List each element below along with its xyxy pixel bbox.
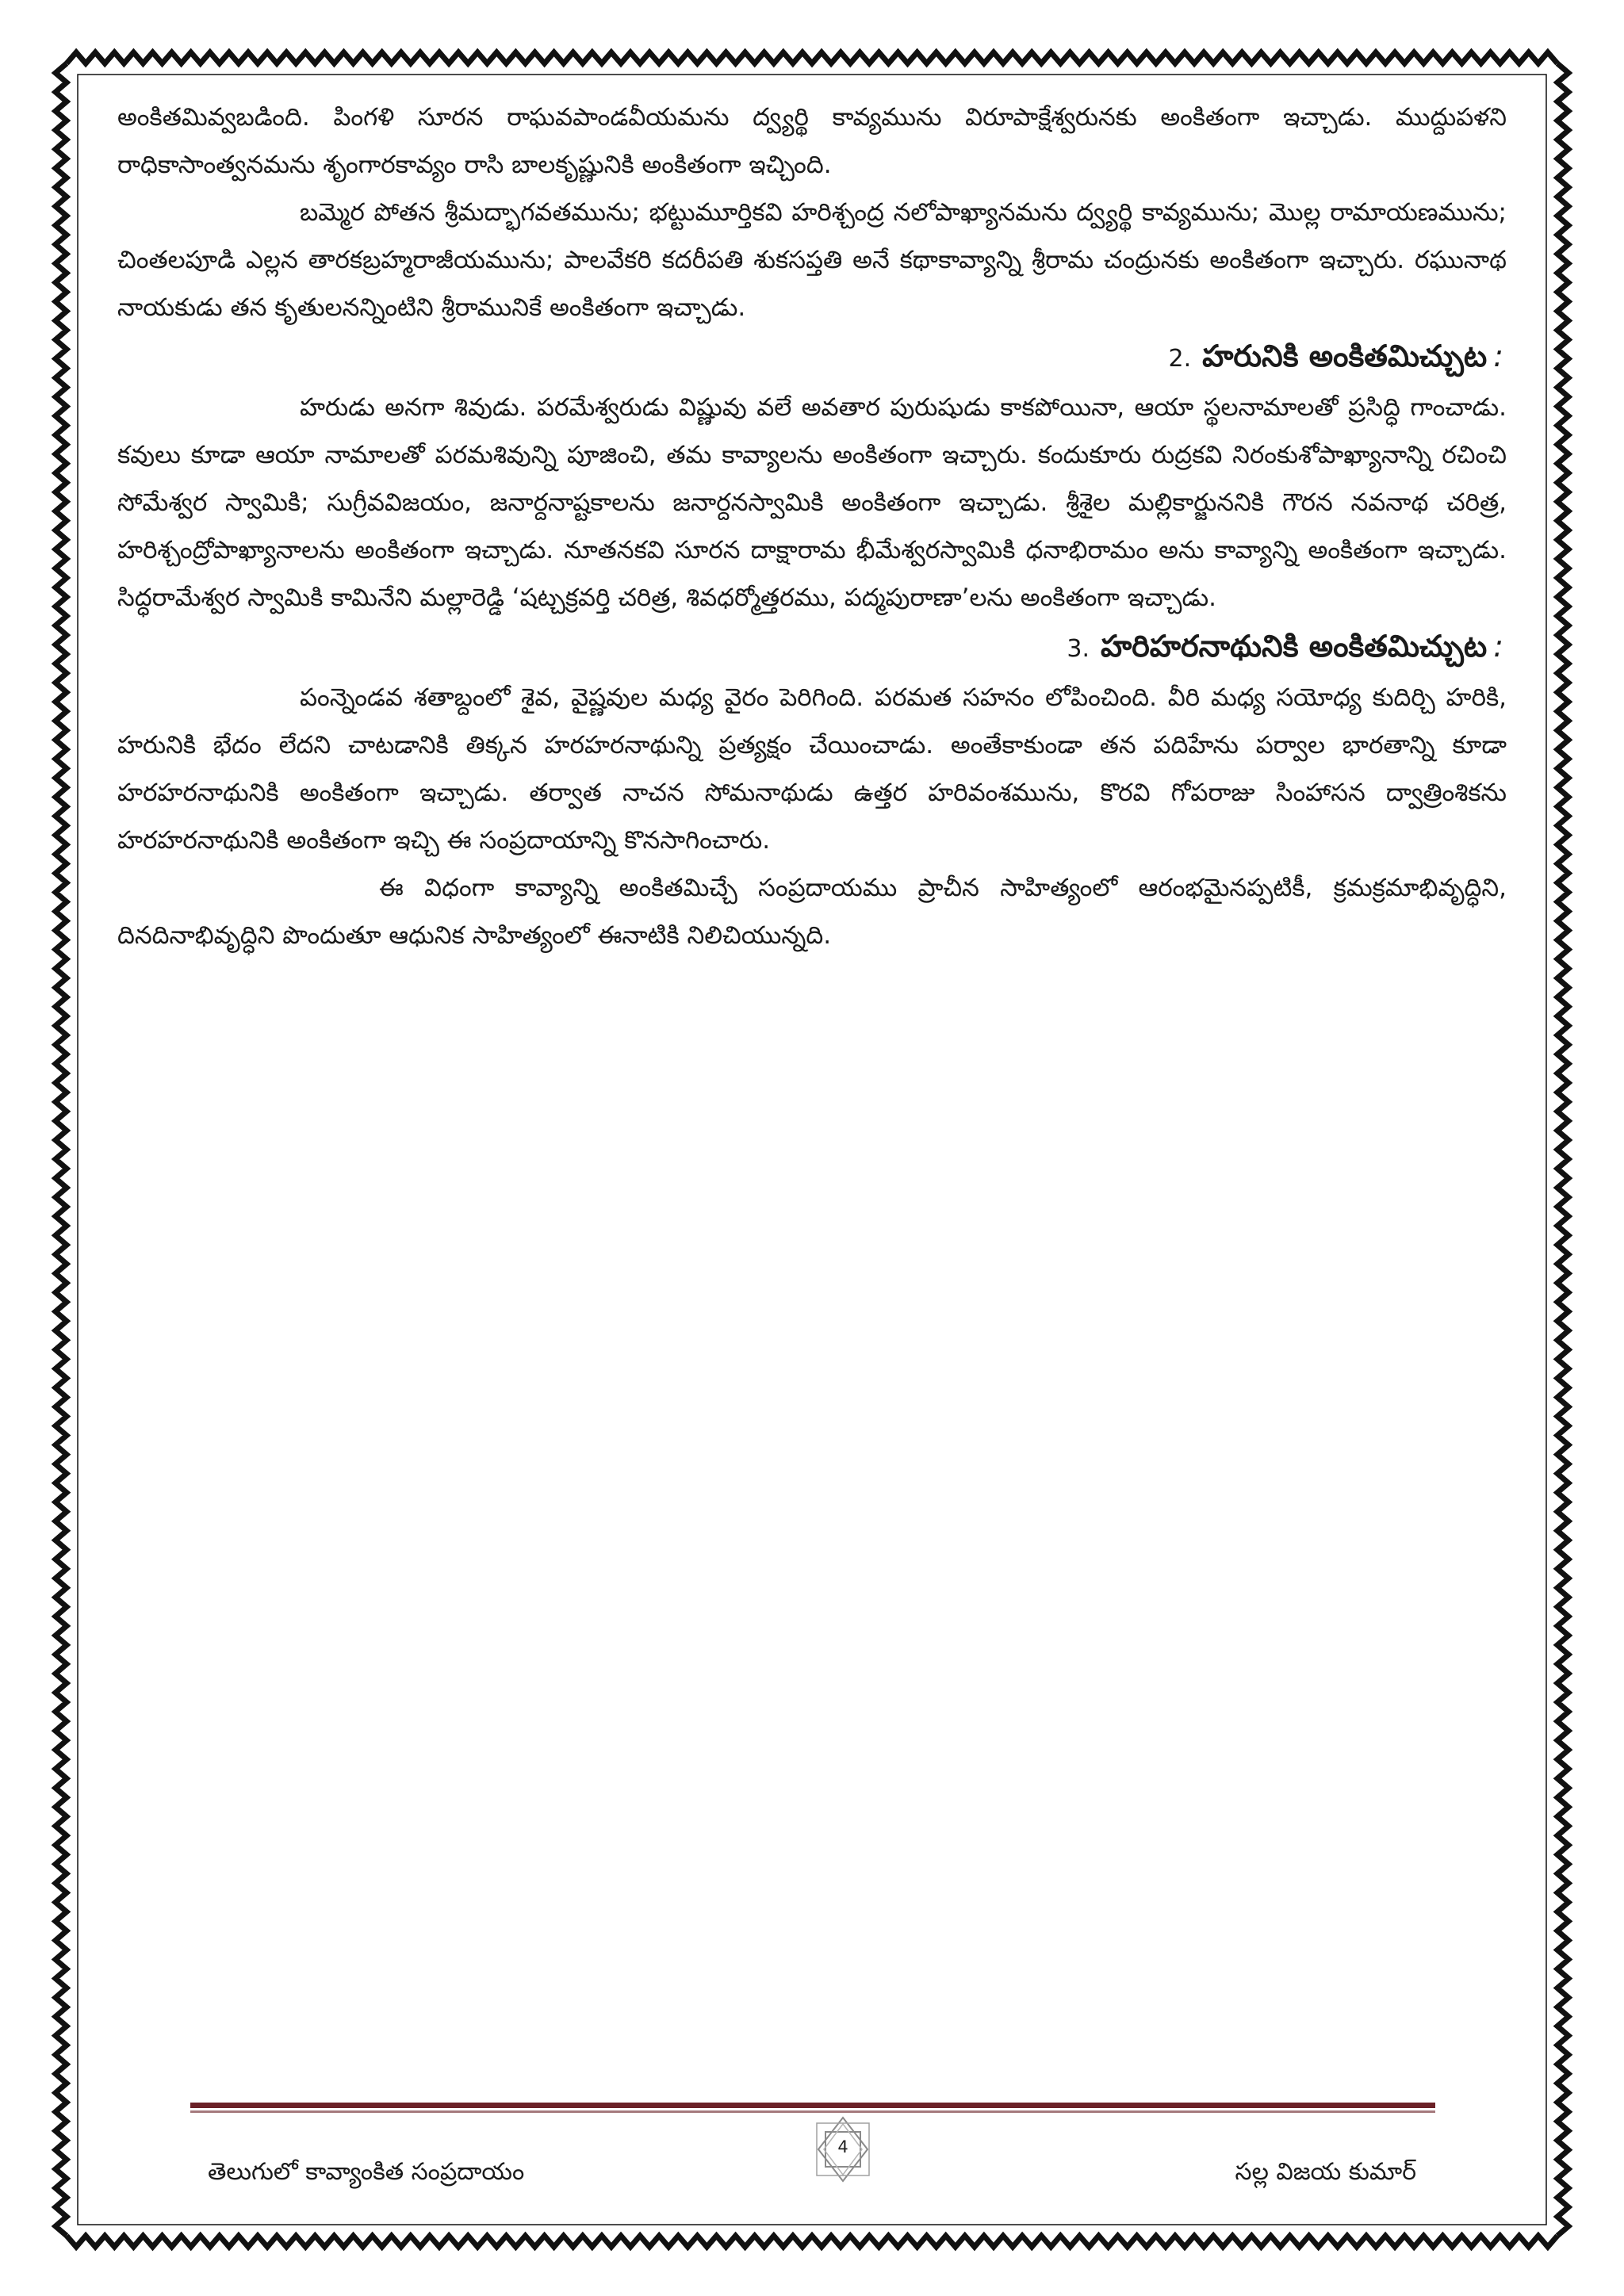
paragraph-rama-dedications: బమ్మెర పోతన శ్రీమద్భాగవతమును; భట్టుమూర్తికవి హరిశ్చంద్ర నలోపాఖ్యానమను ద్వ్యర్థి కావ్యమును; మొల్ల రామాయణమును; చింతలపూడి ఎల్లన తారకబ్రహ్మరాజీయమును; పాలవేకరి కదరీపతి శుకసప్తతి అనే కథాకావ్యాన్ని శ్రీరామ చంద్రునకు అంకితంగా ఇచ్చారు. రఘునాథ నాయకుడు తన కృతులనన్నింటిని శ్రీరామునికే అంకితంగా ఇచ్చాడు. [117, 198, 1507, 322]
paragraph-conclusion: ఈ విధంగా కావ్యాన్ని అంకితమిచ్చే సంప్రదాయము ప్రాచీన సాహిత్యంలో ఆరంభమైనప్పటికీ, క్రమక్రమాభివృద్ధిని, దినదినాభివృద్ధిని పొందుతూ ఆధునిక సాహిత్యంలో ఈనాటికి నిలిచియున్నది. [117, 874, 1507, 950]
paragraph-shiva-dedications: హరుడు అనగా శివుడు. పరమేశ్వరుడు విష్ణువు వలే అవతార పురుషుడు కాకపోయినా, ఆయా స్థలనామాలతో ప్రసిద్ధి గాంచాడు. కవులు కూడా ఆయా నామాలతో పరమశివున్ని పూజించి, తమ కావ్యాలను అంకితంగా ఇచ్చారు. కందుకూరు రుద్రకవి నిరంకుశోపాఖ్యానాన్ని రచించి సోమేశ్వర స్వామికి; సుగ్రీవవిజయం, జనార్దనాష్టకాలను జనార్దనస్వామికి అంకితంగా ఇచ్చాడు. శ్రీశైల మల్లికార్జుననికి గౌరన నవనాథ చరిత్ర, హరిశ్చంద్రోపాఖ్యానాలను అంకితంగా ఇచ్చాడు. నూతనకవి సూరన దాక్షారామ భీమేశ్వరస్వామికి ధనాభిరామం అను కావ్యాన్ని అంకితంగా ఇచ్చాడు. సిద్ధరామేశ్వర స్వామికి కామినేని మల్లారెడ్డి ‘షట్చక్రవర్తి చరిత్ర, శివధర్మోత్తరము, పద్మపురాణా’లను అంకితంగా ఇచ్చాడు. [117, 393, 1507, 612]
border-left-zigzag [56, 63, 67, 2236]
page-body [117, 94, 1507, 959]
section-title: హరిహరనాథునికి అంకితమిచ్చుట [1101, 629, 1488, 664]
section-title: హరునికి అంకితమిచ్చుట [1202, 339, 1488, 373]
border-right-zigzag [1557, 63, 1568, 2236]
paragraph-continuation: అంకితమివ్వబడింది. పింగళి సూరన రాఘవపాండవీయమను ద్వ్యర్థి కావ్యమును విరూపాక్షేశ్వరునకు అంకితంగా ఇచ్చాడు. ముద్దుపళని రాధికాసాంత్వనమను శృంగారకావ్యం రాసి బాలకృష్ణునికి అంకితంగా ఇచ్చింది. [117, 103, 1507, 179]
footer-author: సల్ల విజయ కుమార్ [1235, 2158, 1416, 2186]
section-heading-2 [117, 331, 1507, 384]
footer-book-title: తెలుగులో కావ్యాంకిత సంప్రదాయం [208, 2158, 525, 2186]
section-number: 3. [1067, 635, 1090, 663]
border-bottom-zigzag [67, 2236, 1557, 2247]
page-number: 4 [837, 2137, 848, 2156]
section-number: 2. [1168, 345, 1192, 373]
paragraph-harihara-dedications: పంన్నెండవ శతాబ్దంలో శైవ, వైష్ణవుల మధ్య వైరం పెరిగింది. పరమత సహనం లోపించింది. వీరి మధ్య సయోధ్య కుదిర్చి హరికి, హరునికి భేదం లేదని చాటడానికి తిక్కన హరహరనాథున్ని ప్రత్యక్షం చేయించాడు. అంతేకాకుండా తన పదిహేను పర్వాల భారతాన్ని కూడా హరహరనాథునికి అంకితంగా ఇచ్చాడు. తర్వాత నాచన సోమనాథుడు ఉత్తర హరివంశమును, కొరవి గోపరాజు సింహాసన ద్వాత్రింశికను హరహరనాథునికి అంకితంగా ఇచ్చి ఈ సంప్రదాయాన్ని కొనసాగించారు. [117, 683, 1507, 855]
section-heading-3 [117, 622, 1507, 674]
section-colon: : [1493, 339, 1503, 373]
footer-rule [190, 2103, 1435, 2108]
section-colon: : [1493, 629, 1503, 664]
border-top-zigzag [67, 52, 1557, 63]
